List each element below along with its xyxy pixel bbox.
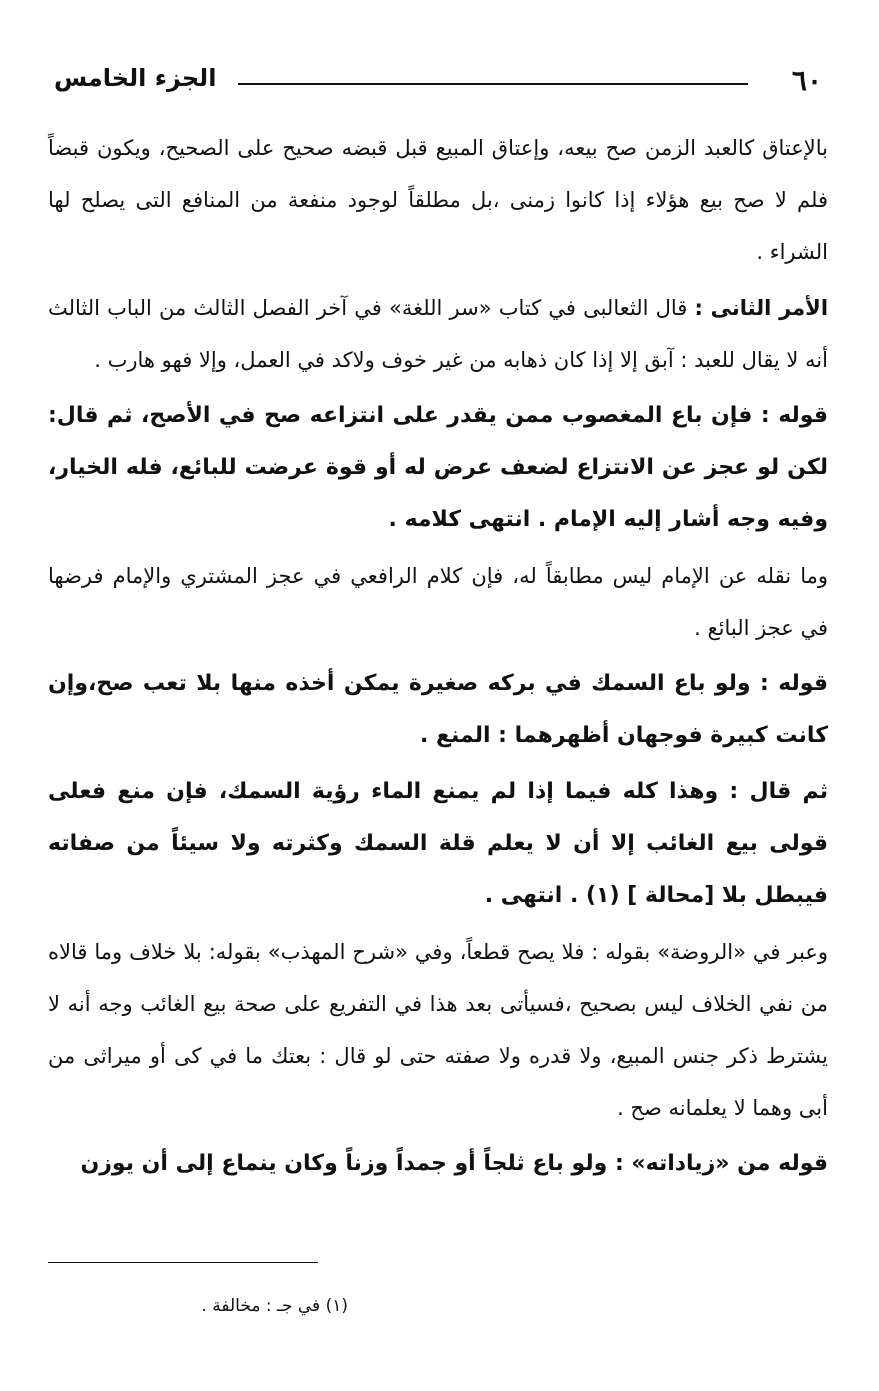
paragraph-lead: الأمر الثانى : <box>694 296 829 320</box>
paragraph-text: بالإعتاق كالعبد الزمن صح بيعه، وإعتاق المبيع قبل قبضه صحيح على الصحيح، ويكون قبضاً فلم لا صح بيع هؤلاء إذا كانوا زمنى ،بل مطلقاً لوجود منفعة من المنافع التى يصلح لها الشراء . <box>48 136 828 264</box>
paragraph-text: قوله : فإن باع المغصوب ممن يقدر على انتزاعه صح في الأصح، ثم قال: لكن لو عجز عن الانتزاع لضعف عرض له أو قوة عرضت للبائع، فله الخيار، وفيه وجه أشار إليه الإمام . انتهى كلامه . <box>48 403 828 532</box>
quoted-paragraph <box>48 1138 828 1190</box>
footnote-text: (١) في جـ : مخالفة . <box>201 1296 348 1316</box>
paragraph-text: ثم قال : وهذا كله فيما إذا لم يمنع الماء رؤية السمك، فإن منع فعلى قولى بيع الغائب إلا أن لا يعلم قلة السمك وكثرته ولا سيئاً من صفاته فيبطل بلا [محالة ] (١) . انتهى . <box>48 779 828 908</box>
quoted-paragraph <box>48 766 828 922</box>
paragraph <box>48 282 828 386</box>
paragraph-text: قوله من «زياداته» : ولو باع ثلجاً أو جمداً وزناً وكان ينماع إلى أن يوزن <box>80 1151 828 1176</box>
page-number: ٦٠ <box>791 64 822 97</box>
paragraph-text: قال الثعالبى في كتاب «سر اللغة» في آخر الفصل الثالث من الباب الثالث أنه لا يقال للعبد : آبق إلا إذا كان ذهابه من غير خوف ولاكد في العمل، وإلا فهو هارب . <box>48 296 828 372</box>
paragraph-text: وما نقله عن الإمام ليس مطابقاً له، فإن كلام الرافعي في عجز المشتري والإمام فرضها في عجز البائع . <box>48 564 828 640</box>
page-body <box>48 122 828 1190</box>
page-header <box>48 58 828 108</box>
book-page <box>48 58 828 1194</box>
header-rule <box>238 83 748 85</box>
paragraph <box>48 122 828 278</box>
paragraph-text: قوله : ولو باع السمك في بركه صغيرة يمكن أخذه منها بلا تعب صح،وإن كانت كبيرة فوجهان أظهرهما : المنع . <box>48 671 828 748</box>
quoted-paragraph <box>48 390 828 546</box>
quoted-paragraph <box>48 658 828 762</box>
footnote-rule <box>48 1262 318 1263</box>
running-title: الجزء الخامس <box>54 64 217 92</box>
footnote <box>48 1292 828 1320</box>
paragraph <box>48 926 828 1134</box>
paragraph-text: وعبر في «الروضة» بقوله : فلا يصح قطعاً، وفي «شرح المهذب» بقوله: بلا خلاف وما قالاه من نفي الخلاف ليس بصحيح ،فسيأتى بعد هذا في التفريع على صحة بيع الغائب وجه أنه لا يشترط ذكر جنس المبيع، ولا قدره ولا صفته حتى لو قال : بعتك ما في كى أو ميراثى من أبى وهما لا يعلمانه صح . <box>48 940 828 1120</box>
paragraph <box>48 550 828 654</box>
